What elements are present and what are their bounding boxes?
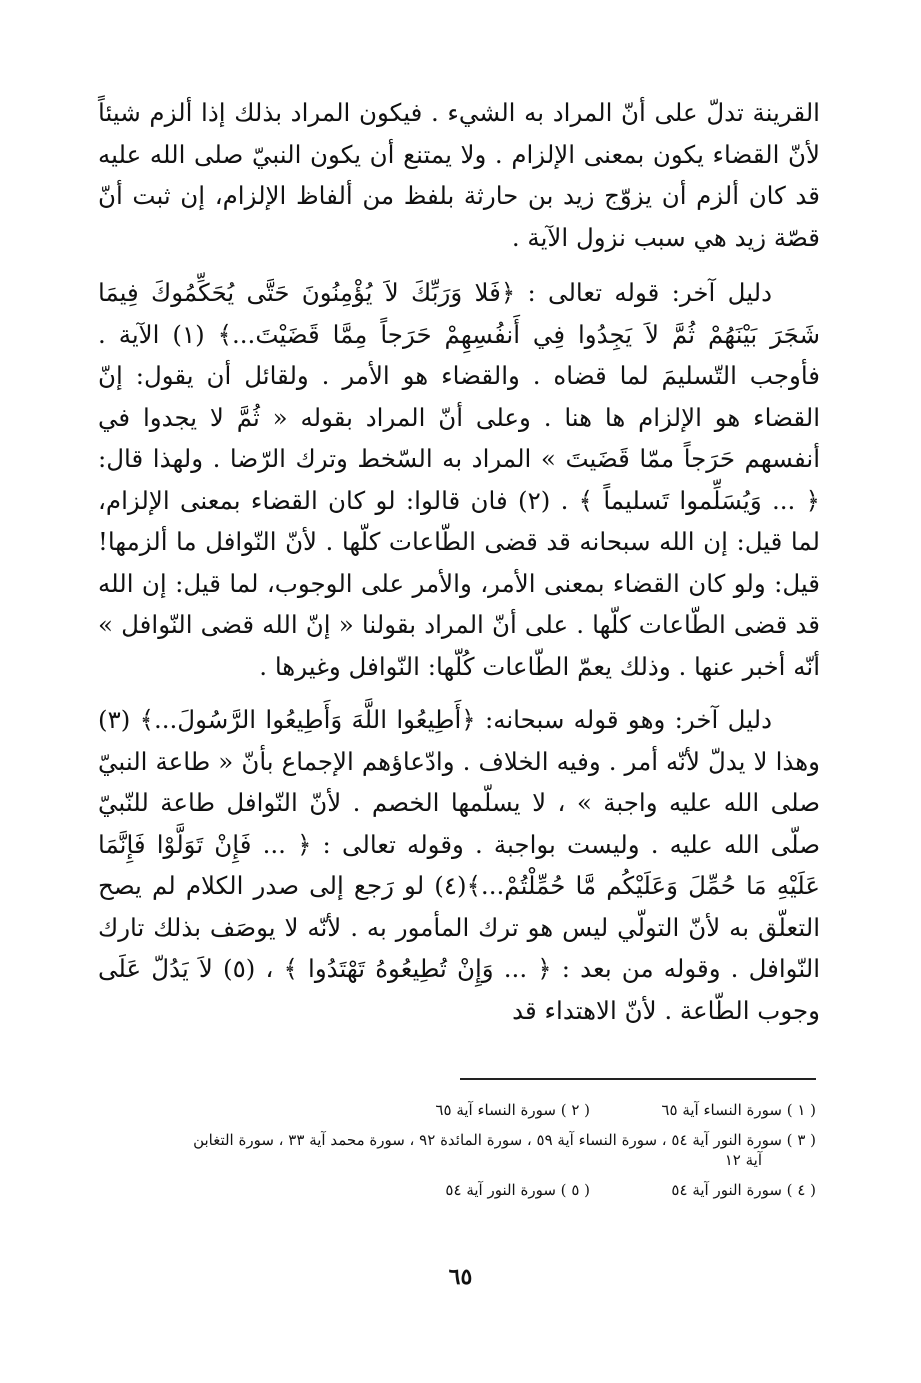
paragraph-1: القرينة تدلّ على أنّ المراد به الشيء . فيكون المراد بذلك إذا ألزم شيئاً لأنّ القضاء يكون بمعنى الإلزام . ولا يمتنع أن يكون النبيّ صلى الله عليه قد كان ألزم أن يزوّج زيد بن حارثة بلفظ من ألفاظ الإلزام، إن ثبت أنّ قصّة زيد هي سبب نزول الآية . [98,98,820,252]
footnote-5: ( ٥ ) سورة النور آية ٥٤ [445,1181,590,1199]
footnote-2: ( ٢ ) سورة النساء آية ٦٥ [435,1101,590,1119]
footnote-3-line-1: ( ٣ ) سورة النور آية ٥٤ ، سورة النساء آية ٥٩ ، سورة المائدة ٩٢ ، سورة محمد آية ٣٣ ، سورة التغابن [193,1131,816,1149]
footnote-separator [460,1078,816,1080]
paragraph-3: دليل آخر: وهو قوله سبحانه: ﴿أَطِيعُوا اللَّهَ وَأَطِيعُوا الرَّسُولَ...﴾ (٣) وهذا لا يدلّ لأنّه أمر . وفيه الخلاف . وادّعاؤهم الإجماع بأنّ « طاعة النبيّ صلى الله عليه واجبة » ، لا يسلّمها الخصم . لأنّ النّوافل طاعة للنّبيّ صلّى الله عليه . وليست بواجبة . وقوله تعالى : ﴿ ... فَإِنْ تَوَلَّوْا فَإِنَّمَا عَلَيْهِ مَا حُمِّلَ وَعَلَيْكُم مَّا حُمِّلْتُمْ...﴾(٤) لو رَجع إلى صدر الكلام لم يصح التعلّق به لأنّ التولّي ليس هو ترك المأمور به . لأنّه لا يوصَف بذلك تارك النّوافل . وقوله من بعد : ﴿ ... وَإِنْ تُطِيعُوهُ تَهْتَدُوا ﴾ ، (٥) لاَ يَدُلّ عَلَى وجوب الطّاعة . لأنّ الاهتداء قد [98,705,821,1025]
footnote-row [110,1100,816,1120]
footnote-4: ( ٤ ) سورة النور آية ٥٤ [671,1181,816,1199]
page-number: ٦٥ [448,1264,473,1290]
main-text [98,92,820,1031]
footnote-row [110,1180,816,1200]
footnote-3-line-2: آية ١٢ [724,1151,762,1169]
paragraph-gap [98,258,820,272]
paragraph-2: دليل آخر: قوله تعالى : ﴿فَلا وَرَبِّكَ لاَ يُؤْمِنُونَ حَتَّى يُحَكِّمُوكَ فِيمَا شَجَرَ بَيْنَهُمْ ثُمَّ لاَ يَجِدُوا فِي أَنفُسِهِمْ حَرَجاً مِمَّا قَضَيْتَ...﴾ (١) الآية . فأوجب التّسليمَ لما قضاه . والقضاء هو الأمر . ولقائل أن يقول: إنّ القضاء هو الإلزام ها هنا . وعلى أنّ المراد بقوله « ثُمَّ لا يجدوا في أنفسهم حَرَجاً ممّا قَضَيتَ » المراد به السّخط وترك الرّضا . ولهذا قال: ﴿ ... وَيُسَلِّموا تَسليماً ﴾ . (٢) فان قالوا: لو كان القضاء بمعنى الإلزام، لما قيل: إن الله سبحانه قد قضى الطّاعات كلّها . لأنّ النّوافل ما ألزمها! قيل: ولو كان القضاء بمعنى الأمر، والأمر على الوجوب، لما قيل: إن الله قد قضى الطّاعات كلّها . على أنّ المراد بقولنا « إنّ الله قضى النّوافل » أنّه أخبر عنها . وذلك يعمّ الطّاعات كُلّها: النّوافل وغيرها . [98,278,820,681]
paragraph-gap [98,687,820,699]
footnote-1: ( ١ ) سورة النساء آية ٦٥ [661,1101,816,1119]
footnote-3 [110,1130,816,1170]
footnotes [110,1100,816,1210]
